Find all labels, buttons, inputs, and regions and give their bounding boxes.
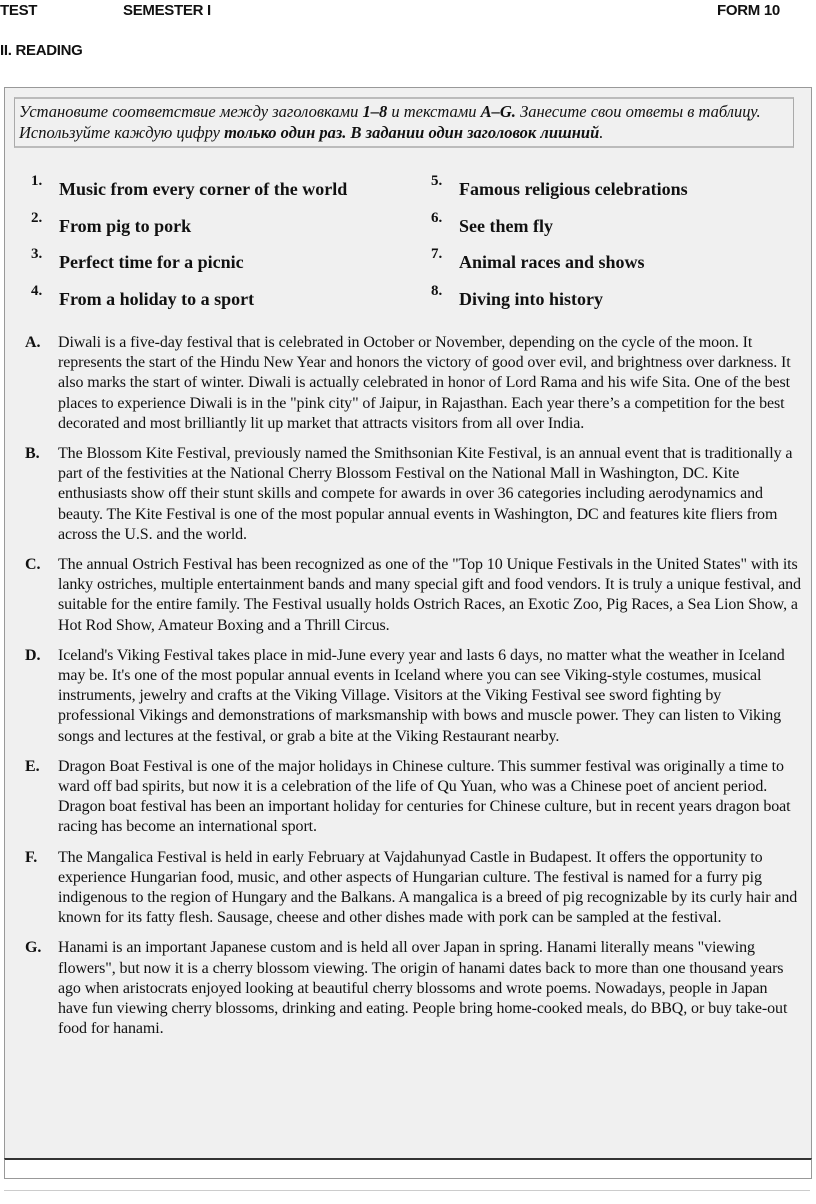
heading-number: 8.: [431, 283, 443, 299]
heading-text: From pig to pork: [59, 216, 192, 236]
heading-number: 7.: [431, 246, 443, 262]
heading-number: 3.: [31, 246, 43, 262]
divider: [4, 1190, 810, 1191]
heading-text: See them fly: [459, 216, 553, 236]
text-letter: G.: [25, 939, 42, 957]
instr-bold: 1–8: [362, 102, 388, 121]
header-form: FORM 10: [717, 2, 780, 19]
heading-text: Music from every corner of the world: [59, 179, 348, 199]
task-box: [4, 87, 812, 1162]
text-body: The annual Ostrich Festival has been recognized as one of the "Top 10 Unique Festivals in the United States" with its lanky ostriches, multiple entertainment bands and many special gift and food vendors. It is truly a unique festival, and suitable for the entire family. The Festival usually holds Ostrich Races, an Exotic Zoo, Pig Races, a Sea Lion Show, a Hot Rod Show, Amateur Boxing and a Thrill Circus.: [58, 556, 801, 634]
heading-text: From a holiday to a sport: [59, 289, 255, 309]
instruction: [14, 97, 794, 148]
heading-text: Perfect time for a picnic: [59, 252, 244, 272]
text-letter: E.: [25, 757, 40, 775]
heading-number: 1.: [31, 173, 43, 189]
text-item: [25, 938, 801, 1039]
text-body: Hanami is an important Japanese custom and is held all over Japan in spring. Hanami literally means "viewing flowers", but now it is a cherry blossom viewing. The origin of hanami dates back to more than one thousand years ago when aristocrats enjoyed looking at beautiful cherry blossoms and wrote poems. Nowadays, people in Japan have fun viewing cherry blossoms, drinking and eating. People bring home-cooked meals, do BBQ, or buy take-out food for hanami.: [58, 939, 788, 1038]
text-letter: A.: [25, 334, 41, 351]
text-body: The Blossom Kite Festival, previously named the Smithsonian Kite Festival, is an annual event that is traditionally a part of the festivities at the National Cherry Blossom Festival on the National Mall in Washington, DC. Kite enthusiasts show off their stunt skills and compete for awards in over 36 categories including aerodynamics and beauty. The Kite Festival is one of the most popular annual events in Washington, DC and features kite fliers from across the U.S. and the world.: [58, 445, 793, 543]
heading-number: 4.: [31, 283, 43, 299]
text-letter: D.: [25, 646, 41, 664]
text-letter: C.: [25, 556, 41, 574]
text-item: [25, 555, 801, 636]
instr-bold: A–G.: [480, 102, 516, 121]
heading-number: 5.: [431, 173, 443, 189]
text-item: [25, 848, 801, 929]
texts-list: [25, 333, 801, 1050]
heading-text: Famous religious celebrations: [459, 179, 688, 199]
header-semester: SEMESTER I: [123, 2, 211, 19]
text-letter: B.: [25, 445, 40, 463]
section-title: II. READING: [0, 42, 83, 59]
text-item: [25, 444, 801, 545]
text-item: [25, 333, 801, 434]
heading-text: Diving into history: [459, 289, 604, 309]
instr-bold: только один раз. В задании один заголовок лишний: [224, 123, 600, 142]
header-test: TEST: [0, 2, 38, 19]
text-body: Dragon Boat Festival is one of the major holidays in Chinese culture. This summer festival was originally a time to ward off bad spirits, but now it is a celebration of the life of Qu Yuan, who was a Chinese poet of ancient period. Dragon boat festival has been an important holiday for centuries for Chinese culture, but in recent years dragon boat racing has become an international sport.: [58, 757, 791, 836]
instr-text: Установите соответствие между заголовками: [19, 102, 363, 121]
text-body: Diwali is a five-day festival that is celebrated in October or November, depending on the cycle of the moon. It represents the start of the Hindu New Year and honors the victory of good over evil, and brightness over darkness. It also marks the start of winter. Diwali is actually celebrated in honor of Lord Rama and his wife Sita. One of the best places to experience Diwali is in the "pink city" of Jaipur, in Rajasthan. Each year there’s a competition for the best decorated and most brilliantly lit up market that attracts visitors from all over India.: [58, 334, 791, 432]
text-letter: F.: [25, 848, 38, 866]
text-item: [25, 757, 801, 838]
text-body: The Mangalica Festival is held in early February at Vajdahunyad Castle in Budapest. It offers the opportunity to experience Hungarian food, music, and other aspects of Hungarian culture. The festival is named for a furry pig indigenous to the region of Hungary and the Balkans. A mangalica is a breed of pig recognizable by its curly hair and known for its fatty flesh. Sausage, cheese and other dishes made with pork can be sampled at the festival.: [58, 848, 798, 927]
instr-text: и текстами: [387, 102, 481, 121]
instr-text: .: [599, 123, 604, 142]
answer-row: [4, 1158, 812, 1179]
heading-number: 2.: [31, 210, 43, 226]
instr-text: Занесите свои ответы в таблицу. Используйте каждую цифру: [19, 102, 761, 142]
text-item: [25, 646, 801, 747]
text-body: Iceland's Viking Festival takes place in mid-June every year and lasts 6 days, no matter what the weather in Iceland may be. It's one of the most popular annual events in Iceland where you can see Viking-style costumes, musical instruments, jewelry and crafts at the Viking Village. Visitors at the Viking Festival see sword fighting by professional Vikings and demonstrations of marksmanship with bows and muscle power. They can listen to Viking songs and lectures at the festival, or grab a bite at the Viking Restaurant nearby.: [58, 646, 785, 745]
heading-text: Animal races and shows: [459, 252, 645, 272]
heading-number: 6.: [431, 210, 443, 226]
